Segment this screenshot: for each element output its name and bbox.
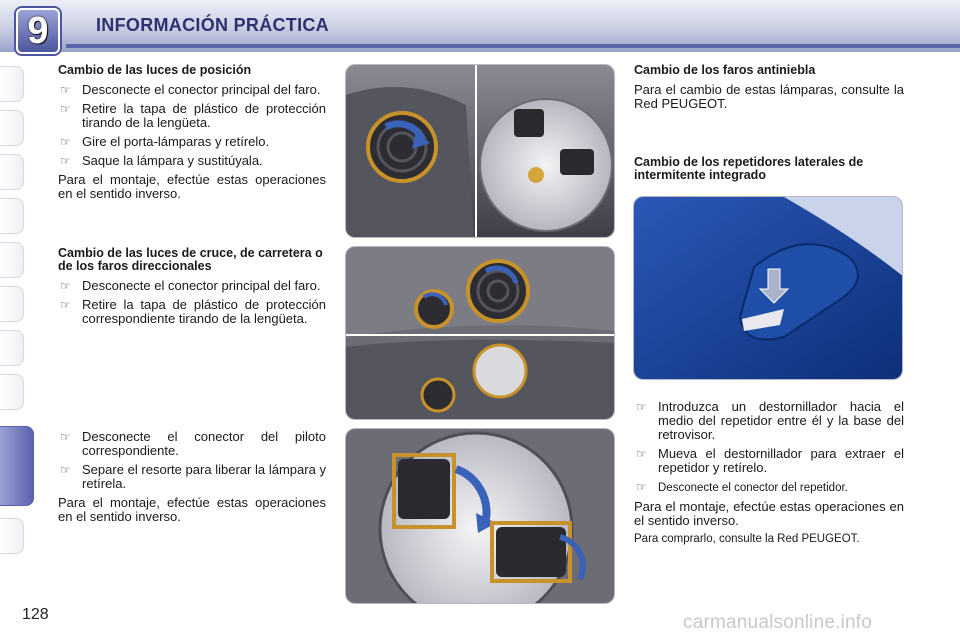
page-number: 128 bbox=[22, 606, 49, 623]
paragraph: Para el cambio de estas lámparas, consulte la Red PEUGEOT. bbox=[634, 82, 904, 111]
hand-pointer-icon: ☞ bbox=[60, 298, 71, 312]
list-item: ☞ Desconecte el conector del piloto correspondiente. bbox=[60, 429, 326, 458]
header-divider bbox=[66, 44, 960, 48]
section-heading: Cambio de los repetidores laterales de intermitente integrado bbox=[634, 155, 864, 182]
section-heading: Cambio de las luces de cruce, de carretera o de los faros direccionales bbox=[58, 246, 323, 273]
hand-pointer-icon: ☞ bbox=[60, 102, 71, 116]
section-fog-lights bbox=[634, 64, 904, 115]
list-item: ☞ Desconecte el conector principal del faro. bbox=[60, 278, 321, 293]
bulb-spring-illustration bbox=[345, 428, 615, 604]
chapter-tab[interactable] bbox=[0, 286, 24, 322]
chapter-tab[interactable] bbox=[0, 198, 24, 234]
section-position-lights bbox=[58, 64, 326, 205]
mirror-repeater-illustration bbox=[633, 196, 903, 380]
chapter-tab[interactable] bbox=[0, 242, 24, 278]
hand-pointer-icon: ☞ bbox=[636, 400, 647, 414]
chapter-tab[interactable] bbox=[0, 330, 24, 366]
chapter-tab[interactable] bbox=[0, 66, 24, 102]
list-item: ☞ Desconecte el conector del repetidor. bbox=[636, 480, 848, 494]
chapter-title: INFORMACIÓN PRÁCTICA bbox=[96, 15, 329, 35]
section-bulb-removal bbox=[58, 430, 326, 528]
chapter-tabs bbox=[0, 66, 26, 578]
paragraph: Para el montaje, efectúe estas operaciones en el sentido inverso. bbox=[634, 499, 904, 528]
section-repeater-removal bbox=[634, 400, 904, 550]
list-item: ☞ Retire la tapa de plástico de protección tirando de la lengüeta. bbox=[60, 101, 326, 130]
hand-pointer-icon: ☞ bbox=[60, 135, 71, 149]
chapter-tab[interactable] bbox=[0, 518, 24, 554]
headlamp-cover-illustration bbox=[345, 64, 615, 238]
hand-pointer-icon: ☞ bbox=[60, 463, 71, 477]
purchase-note: Para comprarlo, consulte la Red PEUGEOT. bbox=[634, 533, 860, 545]
list-item: ☞ Mueva el destornillador para extraer el repetidor y retírelo. bbox=[636, 446, 904, 475]
list-item: ☞ Desconecte el conector principal del faro. bbox=[60, 82, 321, 97]
list-item: ☞ Introduzca un destornillador hacia el medio del repetidor entre él y la base del retrovisor. bbox=[636, 399, 904, 442]
hand-pointer-icon: ☞ bbox=[636, 480, 647, 494]
watermark: carmanualsonline.info bbox=[683, 612, 873, 633]
hand-pointer-icon: ☞ bbox=[636, 447, 647, 461]
chapter-tab[interactable] bbox=[0, 154, 24, 190]
list-item: ☞ Saque la lámpara y sustitúyala. bbox=[60, 153, 263, 168]
list-item: ☞ Retire la tapa de plástico de protección correspondiente tirando de la lengüeta. bbox=[60, 297, 326, 326]
chapter-tab[interactable] bbox=[0, 110, 24, 146]
paragraph: Para el montaje, efectúe estas operaciones en el sentido inverso. bbox=[58, 495, 326, 524]
headlamp-bulbs-illustration bbox=[345, 246, 615, 420]
hand-pointer-icon: ☞ bbox=[60, 83, 71, 97]
chapter-tab-active[interactable] bbox=[0, 426, 34, 506]
section-side-repeaters bbox=[634, 156, 904, 188]
list-item: ☞ Separe el resorte para liberar la lámpara y retírela. bbox=[60, 462, 326, 491]
section-heading: Cambio de las luces de posición bbox=[58, 63, 252, 77]
section-heading: Cambio de los faros antiniebla bbox=[634, 63, 816, 77]
section-dipped-main-lights bbox=[58, 247, 326, 331]
hand-pointer-icon: ☞ bbox=[60, 430, 71, 444]
list-item: ☞ Gire el porta-lámparas y retírelo. bbox=[60, 134, 270, 149]
paragraph: Para el montaje, efectúe estas operaciones en el sentido inverso. bbox=[58, 172, 326, 201]
chapter-tab[interactable] bbox=[0, 374, 24, 410]
chapter-number-badge: 9 bbox=[16, 8, 60, 54]
hand-pointer-icon: ☞ bbox=[60, 279, 71, 293]
hand-pointer-icon: ☞ bbox=[60, 154, 71, 168]
